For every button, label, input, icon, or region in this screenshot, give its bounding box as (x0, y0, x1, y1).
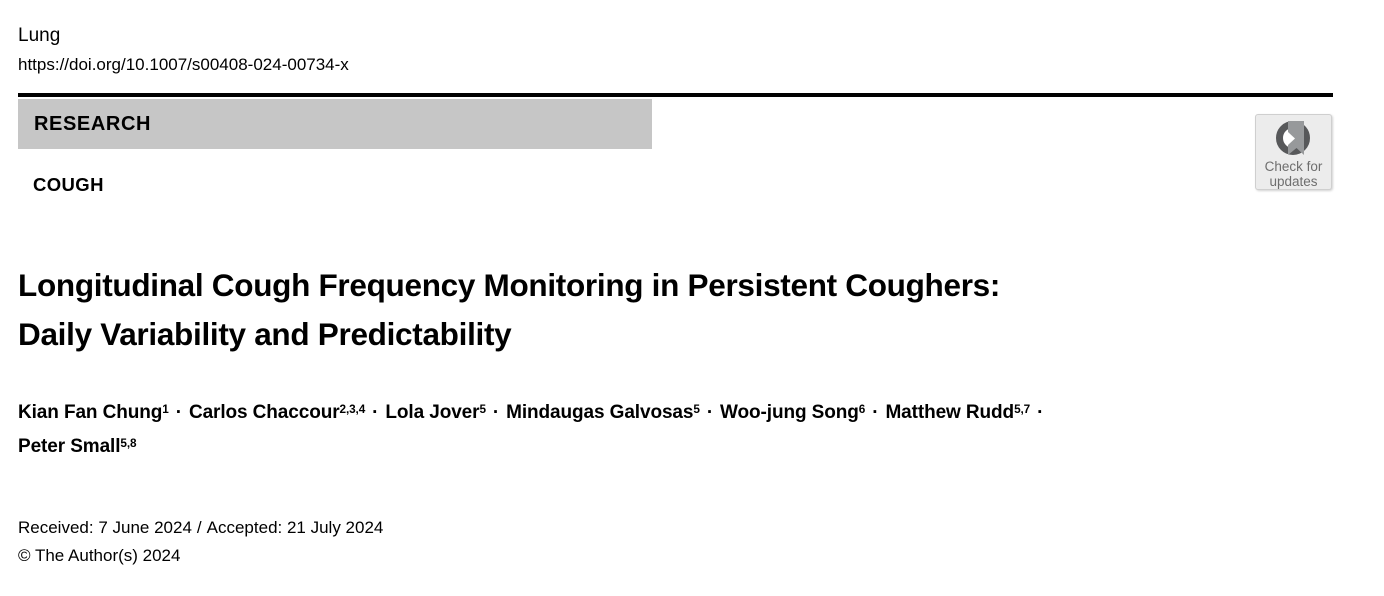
author: Kian Fan Chung$^1$ (18, 402, 169, 423)
author: Matthew Rudd$^{5,7}$ (885, 402, 1031, 423)
author: Lola Jover$^5$ (385, 402, 486, 423)
journal-header (18, 24, 349, 78)
journal-name: Lung (18, 25, 61, 46)
author: Carlos Chaccour$^{2,3,4}$ (188, 402, 366, 423)
research-banner (18, 99, 652, 149)
author: Mindaugas Galvosas$^5$ (506, 402, 700, 423)
copyright-line: © The Author(s) 2024 (18, 545, 181, 565)
author-affiliation-superscript: 1 (162, 402, 169, 416)
header-rule (18, 93, 1333, 97)
author: Woo-jung Song$^6$ (720, 402, 866, 423)
accepted-date: Accepted: 21 July 2024 (206, 518, 384, 537)
author-affiliation-superscript: 5,8 (120, 436, 137, 450)
author-separator: · (175, 402, 182, 423)
article-title-line1: Longitudinal Cough Frequency Monitoring in Persistent Coughers: (18, 267, 1001, 303)
author-separator: · (1037, 402, 1044, 423)
history-dates (18, 514, 383, 542)
crossmark-bookmark-icon (1271, 118, 1317, 159)
received-date: Received: 7 June 2024 (18, 518, 192, 537)
author-separator: · (492, 402, 500, 423)
author-list (18, 396, 1050, 464)
author-affiliation-superscript: 5 (693, 402, 700, 416)
author-separator: · (372, 402, 379, 423)
doi-link[interactable]: https://doi.org/10.1007/s00408-024-00734-x (18, 55, 349, 74)
author-separator: · (706, 402, 714, 423)
author-affiliation-superscript: 5 (479, 402, 486, 416)
author: Peter Small$^{5,8}$ (18, 436, 137, 457)
badge-text-line2: updates (1269, 174, 1318, 189)
dates-separator: / (196, 518, 202, 537)
author-affiliation-superscript: 6 (858, 402, 866, 416)
author-affiliation-superscript: 5,7 (1014, 402, 1031, 416)
section-label: COUGH (33, 174, 104, 195)
research-banner-label: RESEARCH (34, 112, 152, 135)
author-affiliation-superscript: 2,3,4 (339, 402, 366, 416)
article-title (18, 261, 1000, 359)
author-separator: · (872, 402, 879, 423)
badge-text-line1: Check for (1264, 159, 1323, 174)
check-for-updates-badge[interactable] (1255, 114, 1332, 190)
dates-block (18, 514, 383, 569)
article-title-line2: Daily Variability and Predictability (18, 316, 512, 352)
